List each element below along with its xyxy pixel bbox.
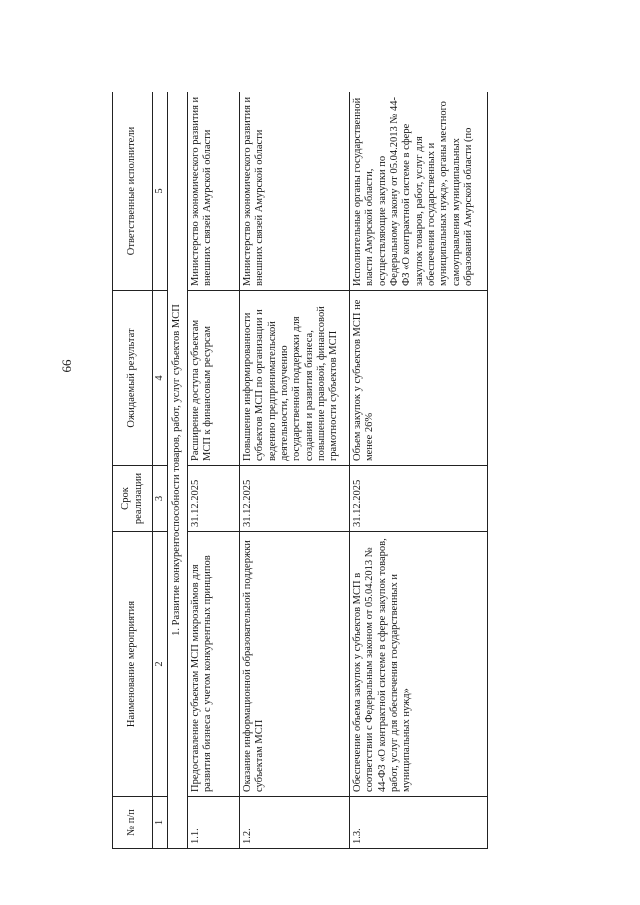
table-row <box>187 92 239 849</box>
header-result: Ожидаемый результат <box>113 291 153 466</box>
page-number: 66 <box>59 359 74 373</box>
row-num: 1.3. <box>349 797 487 849</box>
table-row <box>239 92 349 849</box>
column-number: 5 <box>153 92 168 291</box>
row-name: Оказание информационной образовательной поддержки субъектам МСП <box>239 532 349 797</box>
column-numbers-row <box>153 92 168 849</box>
section-title: 1. Развитие конкурентоспособности товаров, работ, услуг субъектов МСП <box>168 92 187 849</box>
row-result: Расширение доступа субъектам МСП к финансовым ресурсам <box>187 291 239 466</box>
row-result: Повышение информированности субъектов МСП по организации и ведению предпринимательской деятельности, получению государственной поддержки для создания и развития бизнеса, повышение правовой, финансовой грамотности субъектов МСП <box>239 291 349 466</box>
row-deadline: 31.12.2025 <box>349 466 487 532</box>
header-num: № п/п <box>113 797 153 849</box>
row-deadline: 31.12.2025 <box>239 466 349 532</box>
row-result: Объем закупок у субъектов МСП не менее 26% <box>349 291 487 466</box>
rotated-table-frame <box>112 92 518 849</box>
column-number: 2 <box>153 532 168 797</box>
row-executor: Министерство экономического развития и внешних связей Амурской области <box>239 92 349 291</box>
row-executor: Министерство экономического развития и внешних связей Амурской области <box>187 92 239 291</box>
section-row <box>168 92 187 849</box>
column-number: 3 <box>153 466 168 532</box>
row-name: Обеспечение объема закупок у субъектов МСП в соответствии с Федеральным законом от 05.04.2013 № 44-ФЗ «О контрактной системе в сфере закупок товаров, работ, услуг для обеспечения государственных и муниципальных нужд» <box>349 532 487 797</box>
header-executor: Ответственные исполнители <box>113 92 153 291</box>
table-header-row <box>113 92 153 849</box>
row-num: 1.1. <box>187 797 239 849</box>
row-deadline: 31.12.2025 <box>187 466 239 532</box>
column-number: 1 <box>153 797 168 849</box>
row-num: 1.2. <box>239 797 349 849</box>
rotated-table-container <box>112 92 518 849</box>
row-name: Предоставление субъектам МСП микрозаймов для развития бизнеса с учетом конкурентных принципов <box>187 532 239 797</box>
row-executor: Исполнительные органы государственной власти Амурской области, осуществляющие закупки по Федеральному закону от 05.04.2013 № 44-ФЗ «О контрактной системе в сфере закупок товаров, работ, услуг для обеспечения государственных и муниципальных нужд», органы местного самоуправления муниципальных образований Амурской области (по <box>349 92 487 291</box>
header-deadline: Срок реализации <box>113 466 153 532</box>
column-number: 4 <box>153 291 168 466</box>
header-name: Наименование мероприятия <box>113 532 153 797</box>
table-row <box>349 92 487 849</box>
measures-table <box>112 92 488 849</box>
